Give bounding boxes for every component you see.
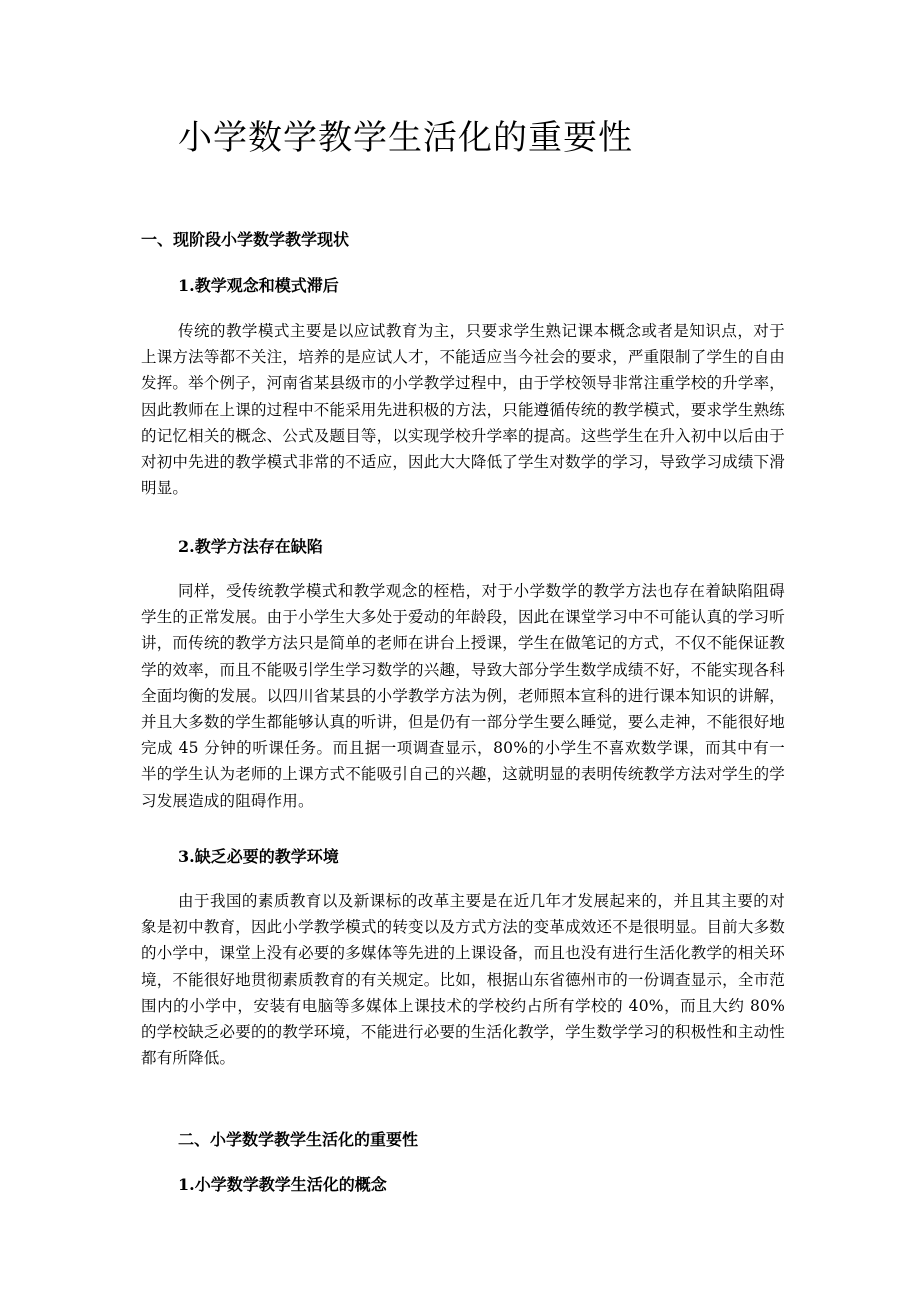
- paragraph-1-2: 同样，受传统教学模式和教学观念的桎梏，对于小学数学的教学方法也存在着缺陷阻碍学生的正常发展。由于小学生大多处于爱动的年龄段，因此在课堂学习中不可能认真的学习听讲，而传统的教学方法只是简单的老师在讲台上授课，学生在做笔记的方式，不仅不能保证教学的效率，而且不能吸引学生学习数学的兴趣，导致大部分学生数学成绩不好，不能实现各科全面均衡的发展。以四川省某县的小学教学方法为例，老师照本宣科的进行课本知识的讲解，并且大多数的学生都能够认真的听讲，但是仍有一部分学生要么睡觉，要么走神，不能很好地完成 45 分钟的听课任务。而且据一项调查显示，80%的小学生不喜欢数学课，而其中有一半的学生认为老师的上课方式不能吸引自己的兴趣，这就明显的表明传统教学方法对学生的学习发展造成的阻碍作用。: [141, 582, 785, 810]
- section-heading-1: 一、现阶段小学数学教学现状: [141, 230, 350, 249]
- subsection-heading-1-3: 3.缺乏必要的教学环境: [178, 847, 339, 866]
- subsection-heading-2-1: 1.小学数学教学生活化的概念: [178, 1175, 387, 1194]
- paragraph-1-3: 由于我国的素质教育以及新课标的改革主要是在近几年才发展起来的，并且其主要的对象是初中教育，因此小学教学模式的转变以及方式方法的变革成效还不是很明显。目前大多数的小学中，课堂上没有必要的多媒体等先进的上课设备，而且也没有进行生活化教学的相关环境，不能很好地贯彻素质教育的有关规定。比如，根据山东省德州市的一份调查显示，全市范围内的小学中，安装有电脑等多媒体上课技术的学校约占所有学校的 40%，而且大约 80%的学校缺乏必要的的教学环境，不能进行必要的生活化教学，学生数学学习的积极性和主动性都有所降低。: [141, 892, 785, 1068]
- document-title: 小学数学教学生活化的重要性: [178, 118, 633, 158]
- subsection-heading-1-1: 1.教学观念和模式滞后: [178, 276, 339, 295]
- paragraph-1-1: 传统的教学模式主要是以应试教育为主，只要求学生熟记课本概念或者是知识点，对于上课方法等都不关注，培养的是应试人才，不能适应当今社会的要求，严重限制了学生的自由发挥。举个例子，河南省某县级市的小学教学过程中，由于学校领导非常注重学校的升学率，因此教师在上课的过程中不能采用先进积极的方法，只能遵循传统的教学模式，要求学生熟练的记忆相关的概念、公式及题目等，以实现学校升学率的提高。这些学生在升入初中以后由于对初中先进的教学模式非常的不适应，因此大大降低了学生对数学的学习，导致学习成绩下滑明显。: [141, 322, 785, 498]
- section-heading-2: 二、小学数学教学生活化的重要性: [178, 1130, 419, 1149]
- subsection-heading-1-2: 2.教学方法存在缺陷: [178, 537, 323, 556]
